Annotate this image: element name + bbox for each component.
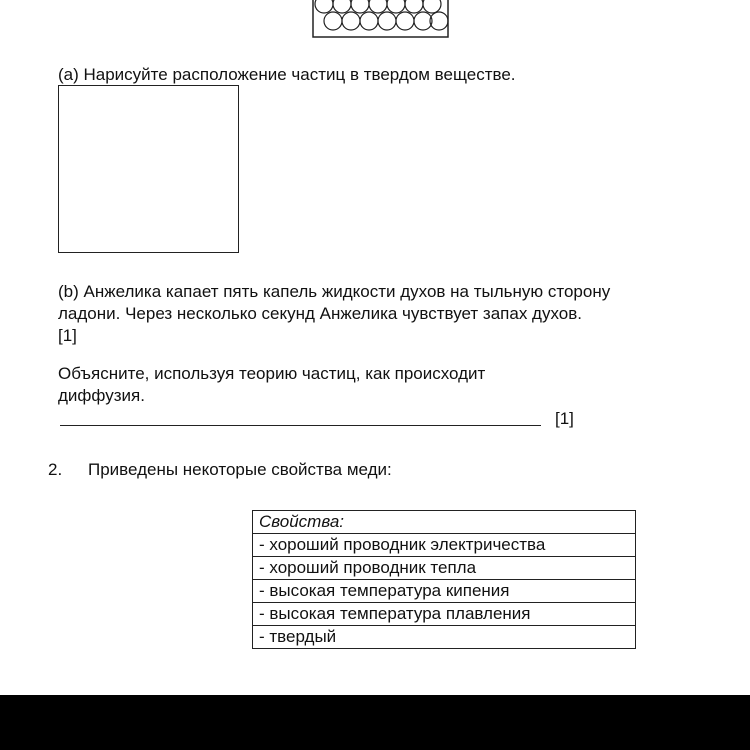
table-header: Свойства: [253,511,636,534]
table-row [253,603,636,626]
part-a-prompt: (a) Нарисуйте расположение частиц в твердом веществе. [58,65,516,84]
part-b-marks: [1] [58,326,77,345]
table-cell: - твердый [253,626,636,649]
table-cell: - хороший проводник электричества [253,534,636,557]
particle-diagram [312,0,452,40]
question-text: Приведены некоторые свойства меди: [88,460,392,479]
table-cell: - высокая температура плавления [253,603,636,626]
table-row [253,626,636,649]
table-row [253,580,636,603]
answer-line[interactable] [60,425,541,426]
explain-line2: диффузия. [58,386,145,405]
properties-table [252,510,636,649]
particle [369,0,387,13]
part-b-line2: ладони. Через несколько секунд Анжелика чувствует запах духов. [58,304,582,323]
table-cell: - высокая температура кипения [253,580,636,603]
particle [423,0,441,13]
particle [324,12,342,30]
particles [315,0,448,30]
particle [378,12,396,30]
particle [351,0,369,13]
particle [396,12,414,30]
footer-bar [0,695,750,750]
particle [342,12,360,30]
table-row [253,557,636,580]
particle [430,12,448,30]
explain-marks: [1] [555,409,574,428]
question-number: 2. [48,460,63,479]
drawing-box[interactable] [58,85,239,253]
table-cell: - хороший проводник тепла [253,557,636,580]
explain-line1: Объясните, используя теорию частиц, как происходит [58,364,486,383]
particle [405,0,423,13]
particle [360,12,378,30]
table-row [253,534,636,557]
particle [315,0,333,13]
part-b-line1: (b) Анжелика капает пять капель жидкости духов на тыльную сторону [58,282,611,301]
particle [333,0,351,13]
particle [387,0,405,13]
particle [414,12,432,30]
table-header-row [253,511,636,534]
